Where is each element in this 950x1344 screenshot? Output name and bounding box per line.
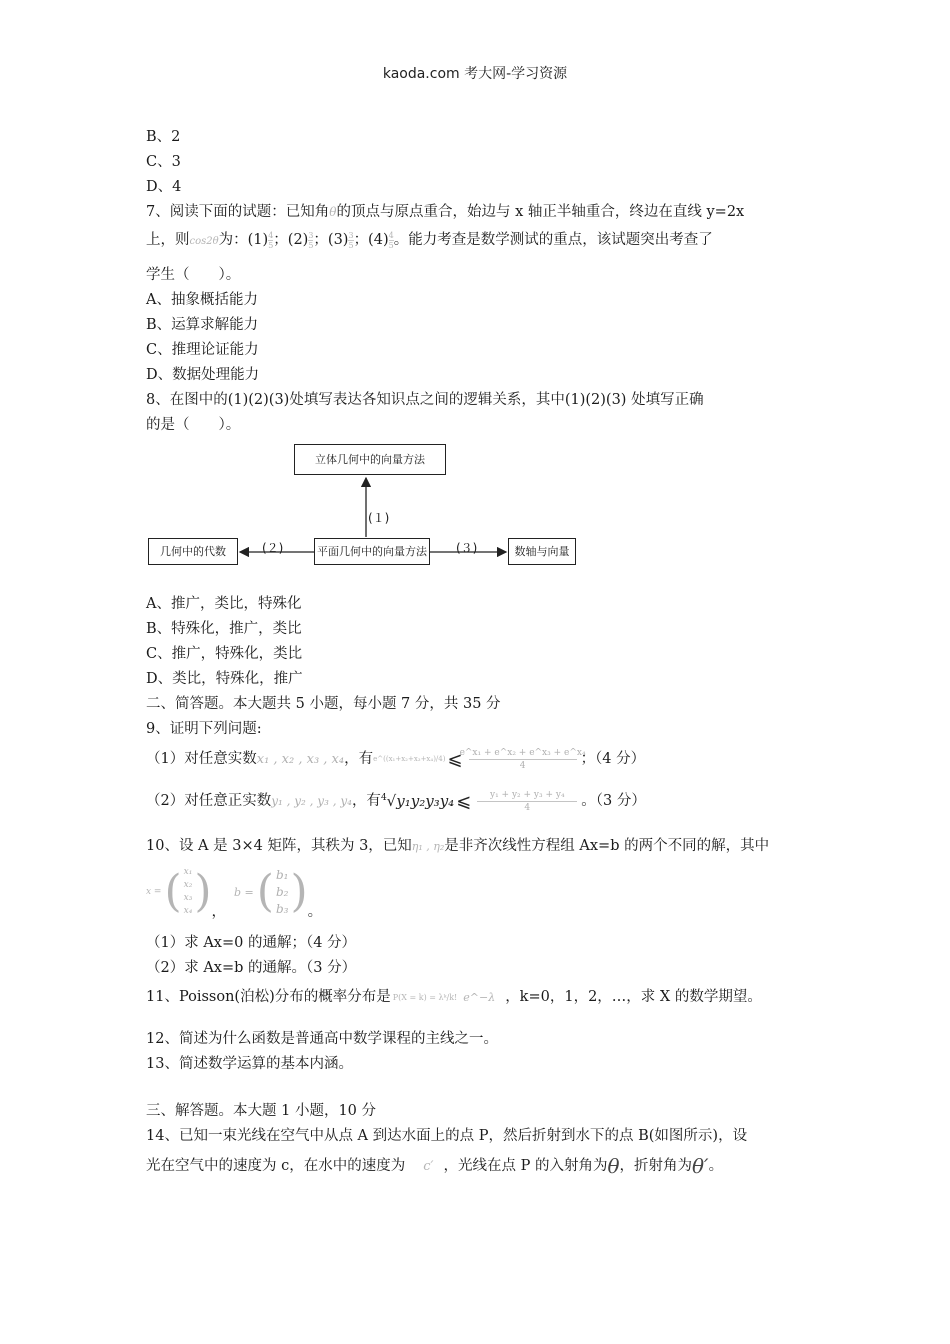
q7-sep2: ；(2) bbox=[273, 232, 309, 248]
section3-heading: 三、解答题。本大题 1 小题，10 分 bbox=[146, 1103, 377, 1119]
q14-text-b: ，光线在点 P 的入射角为 bbox=[443, 1157, 608, 1174]
q10-etas: η₁ , η₂ bbox=[411, 840, 445, 853]
box-algebra-in-geometry: 几何中的代数 bbox=[148, 538, 238, 565]
q14-text-a: 光在空气中的速度为 c，在水中的速度为 bbox=[146, 1157, 406, 1174]
q14-theta-prime: θ′ bbox=[692, 1153, 709, 1178]
q14-line1: 14、已知一束光线在空气中从点 A 到达水面上的点 P，然后折射到水下的点 B(如图所示)，设 bbox=[146, 1128, 748, 1144]
q9-p1-text-c: ；（4 分） bbox=[580, 750, 646, 767]
q7-option1-fraction: $\frac{4}{5}$ bbox=[268, 230, 274, 250]
q10-x-label: x = bbox=[146, 886, 162, 897]
q8-line1: 8、在图中的(1)(2)(3)处填写表达各知识点之间的逻辑关系，其中(1)(2)(3) 处填写正确 bbox=[146, 392, 704, 408]
q7-option2-fraction: $\frac{3}{5}$ bbox=[308, 230, 314, 250]
section2-heading: 二、简答题。本大题共 5 小题，每小题 7 分，共 35 分 bbox=[146, 696, 501, 712]
document-body bbox=[146, 125, 811, 1183]
q8-option-a: A、推广，类比，特殊化 bbox=[146, 596, 302, 612]
q8-option-b: B、特殊化，推广，类比 bbox=[146, 621, 302, 637]
label-2: (２) bbox=[262, 541, 284, 555]
q6-option-d: D、4 bbox=[146, 179, 182, 195]
q8-option-c: C、推广，特殊化，类比 bbox=[146, 646, 303, 662]
q9-p2-text-a: （2）对任意正实数 bbox=[146, 792, 272, 809]
q8-option-d: D、类比，特殊化，推广 bbox=[146, 671, 303, 687]
q7-sep3: ；(3) bbox=[313, 232, 349, 248]
q8-relation-diagram bbox=[146, 444, 811, 584]
q6-option-b: B、2 bbox=[146, 129, 181, 145]
q9-p1-rhs-fraction: $\frac{\text{e\textasciicircum{}x₁ + e\textasciicircum{}x₂ + e\textasciicircum{}x₃ + e\textasciicircum{}x₄}}{4}$ bbox=[459, 747, 586, 771]
q9-p1-text-b: ，有 bbox=[344, 750, 374, 767]
q11-text-a: 11、Poisson(泊松)分布的概率分布是 bbox=[146, 988, 391, 1005]
q11-text-b: ，k=0，1，2，…，求 X 的数学期望。 bbox=[505, 988, 762, 1005]
q7-cos2theta: cos2θ bbox=[189, 236, 219, 247]
q10-b-label: b = bbox=[234, 885, 254, 899]
q10-x-vector: ( x₁ x₂ x₃ x₄ ) bbox=[164, 866, 212, 917]
q9-part2 bbox=[146, 782, 811, 820]
q9-p2-text-c: 。（3 分） bbox=[581, 792, 646, 809]
q14-text-c: ，折射角为 bbox=[619, 1157, 692, 1174]
q10-vectors bbox=[146, 859, 811, 925]
q7-option4-fraction: $\frac{4}{5}$ bbox=[388, 230, 394, 250]
q10-b-vector: ( b₁ b₂ b₃ ) bbox=[256, 866, 308, 917]
q11-formula: P(X = k) = λᵏ/k! bbox=[392, 992, 458, 1002]
label-3: (３) bbox=[456, 541, 478, 555]
q7-line2-text-c: 。能力考查是数学测试的重点，该试题突出考查了 bbox=[393, 232, 713, 248]
q7-theta-symbol: θ bbox=[329, 205, 337, 219]
q10-text-a: 10、设 A 是 3×4 矩阵，其秩为 3，已知 bbox=[146, 838, 412, 854]
q9-p2-root-index: 4 bbox=[380, 793, 387, 803]
box-plane-geometry-vector: 平面几何中的向量方法 bbox=[314, 538, 430, 565]
q11-exp: e^−λ bbox=[463, 990, 496, 1004]
box-number-axis-vector: 数轴与向量 bbox=[508, 538, 576, 565]
q7-line2-text-a: 上，则 bbox=[146, 232, 190, 248]
q7-text-a: 7、阅读下面的试题：已知角 bbox=[146, 204, 330, 220]
q8-line2: 的是（ ）。 bbox=[146, 417, 241, 433]
q10-sub2: （2）求 Ax=b 的通解。（3 分） bbox=[146, 960, 357, 976]
q9-p1-leq: ⩽ bbox=[447, 748, 463, 770]
q9-p1-vars: x₁ , x₂ , x₃ , x₄ bbox=[256, 751, 345, 767]
q9-p2-leq: ⩽ bbox=[456, 790, 472, 812]
q10-sub1: （1）求 Ax=0 的通解；（4 分） bbox=[146, 935, 357, 951]
label-1: (１) bbox=[368, 511, 390, 525]
q10-text-b: 是非齐次线性方程组 Ax=b 的两个不同的解，其中 bbox=[444, 838, 770, 854]
q7-text-b: 的顶点与原点重合，始边与 x 轴正半轴重合，终边在直线 y=2x bbox=[336, 204, 745, 220]
q7-line1 bbox=[146, 200, 811, 225]
q12: 12、简述为什么函数是普通高中数学课程的主线之一。 bbox=[146, 1031, 498, 1047]
q6-option-c: C、3 bbox=[146, 154, 181, 170]
q7-option-c: C、推理论证能力 bbox=[146, 342, 259, 358]
q7-sep4: ；(4) bbox=[353, 232, 389, 248]
q9-p2-root: √y₁y₂y₃y₄ bbox=[386, 791, 455, 810]
q10-comma: ， bbox=[211, 904, 227, 920]
q7-line2-text-b: 为：(1) bbox=[218, 232, 269, 248]
q7-line3: 学生（ ）。 bbox=[146, 267, 241, 283]
q14-c-prime: c′ bbox=[423, 1158, 434, 1174]
q14-line2 bbox=[146, 1149, 811, 1183]
q7-option-b: B、运算求解能力 bbox=[146, 317, 259, 333]
q9-p1-lhs: e^((x₁+x₂+x₃+x₄)/4) bbox=[373, 754, 446, 763]
q9-p1-text-a: （1）对任意实数 bbox=[146, 750, 257, 767]
q10-period: 。 bbox=[307, 904, 323, 920]
q10-line1 bbox=[146, 834, 811, 859]
q9-title: 9、证明下列问题: bbox=[146, 721, 262, 737]
diagram-arrows bbox=[146, 444, 811, 584]
q9-p2-vars: y₁ , y₂ , y₃ , y₄ bbox=[271, 793, 352, 808]
q9-p2-text-b: ，有 bbox=[351, 792, 381, 809]
q11-line bbox=[146, 981, 811, 1013]
q7-line2 bbox=[146, 225, 811, 257]
q7-option-d: D、数据处理能力 bbox=[146, 367, 260, 383]
q9-p2-rhs-fraction: $\frac{\text{y₁ + y₂ + y₃ + y₄}}{4}$ bbox=[477, 789, 577, 814]
q14-text-d: 。 bbox=[708, 1157, 724, 1174]
q14-theta: θ bbox=[607, 1153, 620, 1178]
q13: 13、简述数学运算的基本内涵。 bbox=[146, 1056, 353, 1072]
q7-option3-fraction: $\frac{3}{5}$ bbox=[348, 230, 354, 250]
q9-part1 bbox=[146, 742, 811, 776]
box-solid-geometry-vector: 立体几何中的向量方法 bbox=[294, 444, 446, 475]
page-header: kaoda.com 考大网-学习资源 bbox=[382, 66, 568, 82]
q7-option-a: A、抽象概括能力 bbox=[146, 292, 258, 308]
